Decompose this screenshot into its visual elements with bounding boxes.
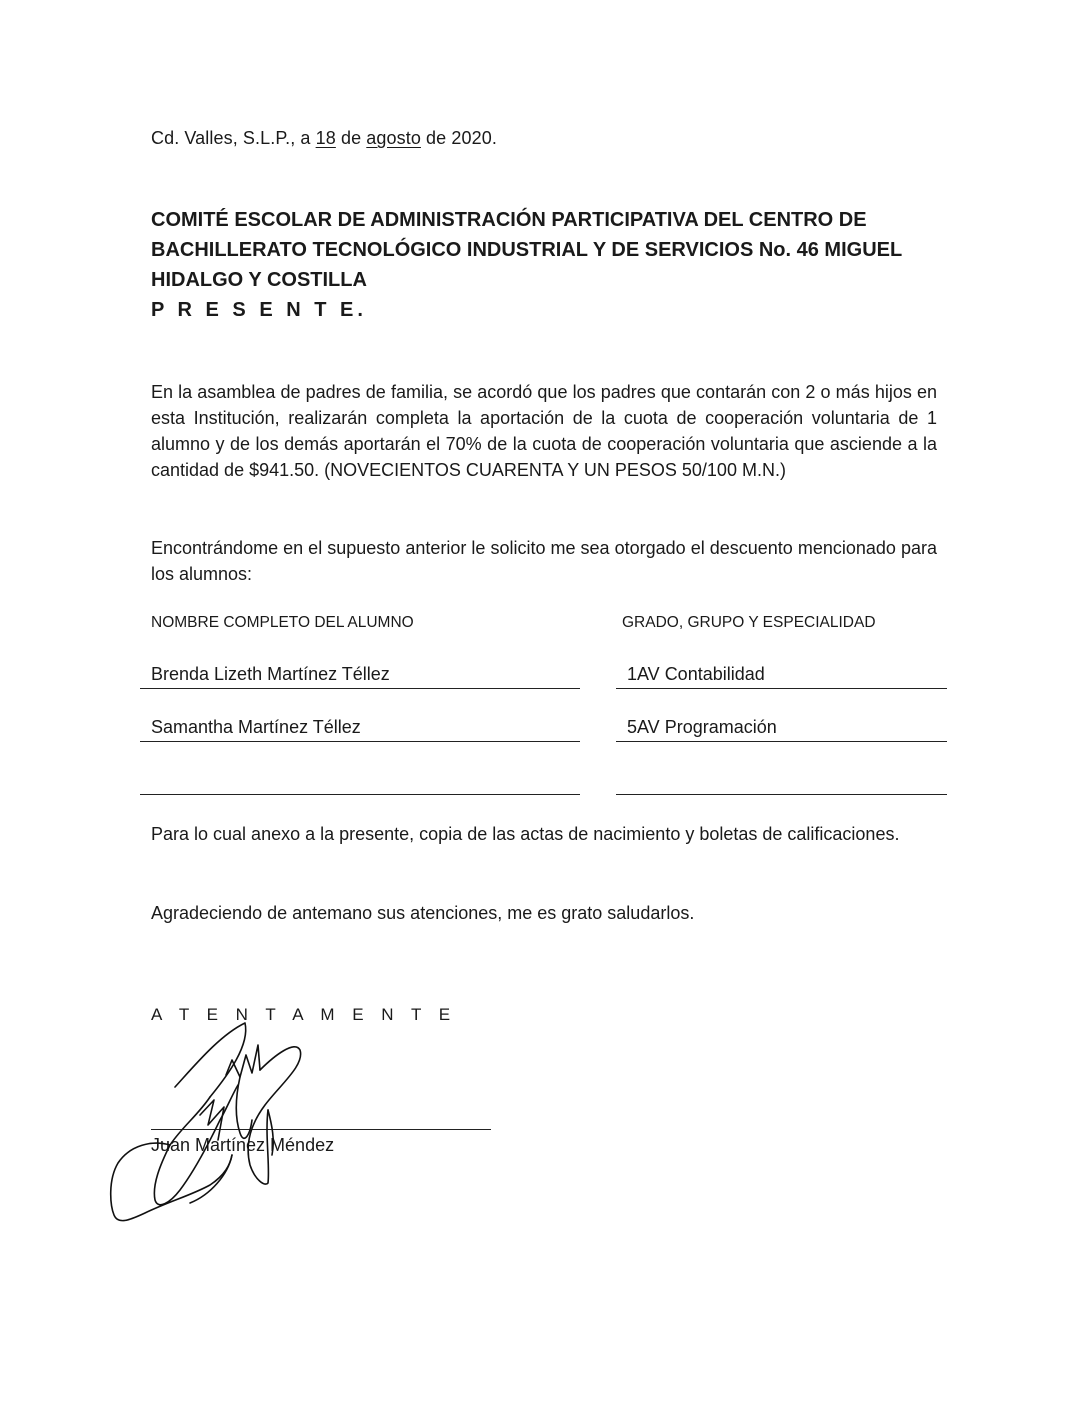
addressee-block bbox=[151, 205, 941, 325]
grade-column-header: GRADO, GRUPO Y ESPECIALIDAD bbox=[622, 614, 876, 631]
addressee-line-2: BACHILLERATO TECNOLÓGICO INDUSTRIAL Y DE SERVICIOS No. 46 MIGUEL bbox=[151, 239, 903, 261]
body-paragraph-3: Para lo cual anexo a la presente, copia de las actas de nacimiento y boletas de calificaciones. bbox=[151, 824, 900, 844]
date-mid: de bbox=[335, 128, 367, 148]
student-name-value: Brenda Lizeth Martínez Téllez bbox=[151, 664, 390, 684]
addressee-line-1: COMITÉ ESCOLAR DE ADMINISTRACIÓN PARTICIPATIVA DEL CENTRO DE bbox=[151, 209, 867, 231]
student-grade-field bbox=[616, 660, 947, 689]
date-day: 18 bbox=[315, 128, 336, 148]
student-name-value: Samantha Martínez Téllez bbox=[151, 717, 361, 737]
name-column-header: NOMBRE COMPLETO DEL ALUMNO bbox=[151, 614, 414, 631]
addressee-line-3: HIDALGO Y COSTILLA bbox=[151, 269, 367, 291]
student-grade-field bbox=[616, 713, 947, 742]
student-name-field bbox=[140, 713, 580, 742]
date-line bbox=[151, 128, 497, 149]
greeting: P R E S E N T E. bbox=[151, 299, 367, 321]
handwritten-signature bbox=[100, 1015, 330, 1230]
student-grade-field-empty bbox=[616, 766, 947, 795]
body-paragraph-2: Encontrándome en el supuesto anterior le solicito me sea otorgado el descuento mencionado para los alumnos: bbox=[151, 538, 937, 584]
body-paragraph-1: En la asamblea de padres de familia, se acordó que los padres que contarán con 2 o más hijos en esta Institución, realizarán completa la aportación de la cuota de cooperación voluntaria de 1 alumno y de los demás aportarán el 70% de la cuota de cooperación voluntaria que asciende a la cantidad de $941.50. (NOVECIENTOS CUARENTA Y UN PESOS 50/100 M.N.) bbox=[151, 382, 937, 480]
student-name-field bbox=[140, 660, 580, 689]
date-prefix: Cd. Valles, S.L.P., a bbox=[151, 128, 316, 148]
student-grade-value: 1AV Contabilidad bbox=[627, 664, 765, 684]
student-grade-value: 5AV Programación bbox=[627, 717, 777, 737]
signer-name: Juan Martínez Méndez bbox=[151, 1135, 335, 1155]
closing-salutation: A T E N T A M E N T E bbox=[151, 1005, 457, 1024]
date-month: agosto bbox=[366, 128, 421, 148]
body-paragraph-4: Agradeciendo de antemano sus atenciones, me es grato saludarlos. bbox=[151, 903, 695, 923]
date-suffix: de 2020. bbox=[420, 128, 497, 148]
student-name-field-empty bbox=[140, 766, 580, 795]
